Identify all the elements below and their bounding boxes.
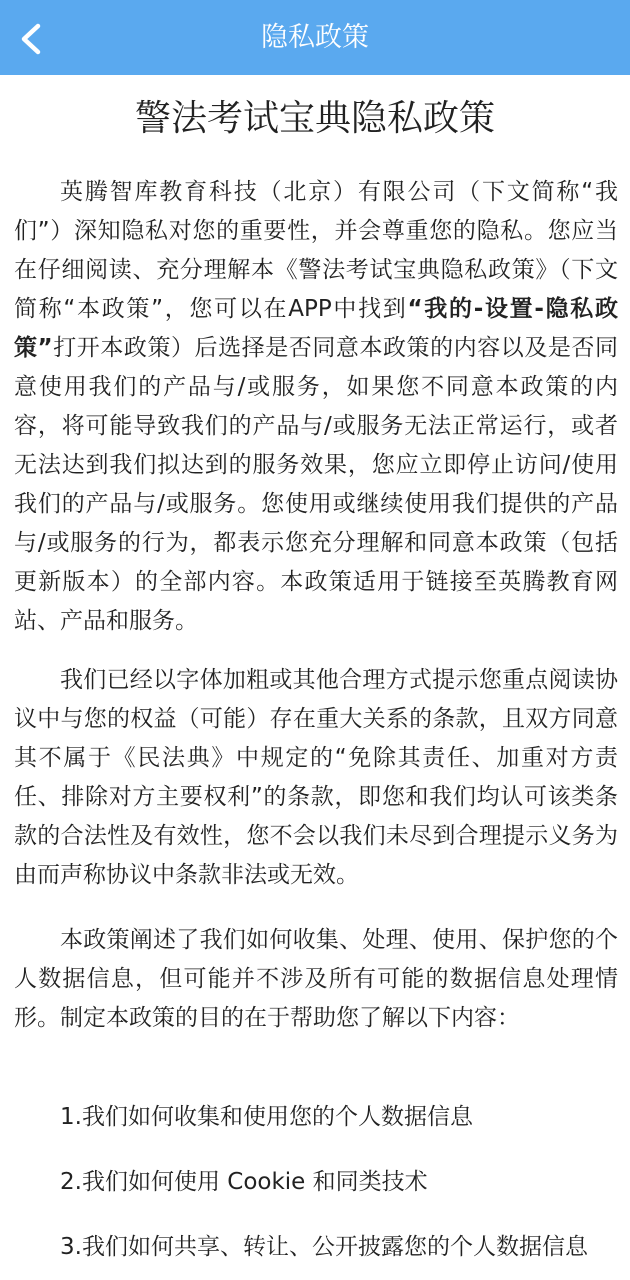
- notice-paragraph: 我们已经以字体加粗或其他合理方式提示您重点阅读协议中与您的权益（可能）存在重大关系的条款，且双方同意其不属于《民法典》中规定的“免除其责任、加重对方责任、排除对方主要权利”的条款，即您和我们均认可该类条款的合法性及有效性，您不会以我们未尽到合理提示义务为由而声称协议中条款非法或无效。: [14, 667, 618, 888]
- intro-text-part1: 英腾智库教育科技（北京）有限公司（下文简称“我们”）深知隐私对您的重要性，并会尊重您的隐私。您应当在仔细阅读、充分理解本《警法考试宝典隐私政策》（下文简称“本政策”，您可以在APP中找到: [14, 179, 618, 322]
- list-item: 2.我们如何使用 Cookie 和同类技术: [60, 1169, 428, 1195]
- app-header: [0, 0, 630, 75]
- settings-path-bold: “我的-设置-隐私政策”: [14, 296, 618, 361]
- list-item: 3.我们如何共享、转让、公开披露您的个人数据信息: [60, 1234, 588, 1260]
- scope-paragraph: 本政策阐述了我们如何收集、处理、使用、保护您的个人数据信息，但可能并不涉及所有可能的数据信息处理情形。制定本政策的目的在于帮助您了解以下内容：: [14, 927, 618, 1031]
- page-title: 隐私政策: [261, 22, 369, 53]
- policy-content[interactable]: [0, 75, 630, 1280]
- intro-paragraph: [14, 173, 618, 641]
- document-title: 警法考试宝典隐私政策: [134, 98, 495, 139]
- list-item: 1.我们如何收集和使用您的个人数据信息: [60, 1104, 473, 1130]
- intro-text-part2: 打开本政策）后选择是否同意本政策的内容以及是否同意使用我们的产品与/或服务，如果您不同意本政策的内容，将可能导致我们的产品与/或服务无法正常运行，或者无法达到我们拟达到的服务效果，您应立即停止访问/使用我们的产品与/或服务。您使用或继续使用我们提供的产品与/或服务的行为，都表示您充分理解和同意本政策（包括更新版本）的全部内容。本政策适用于链接至英腾教育网站、产品和服务。: [14, 335, 618, 634]
